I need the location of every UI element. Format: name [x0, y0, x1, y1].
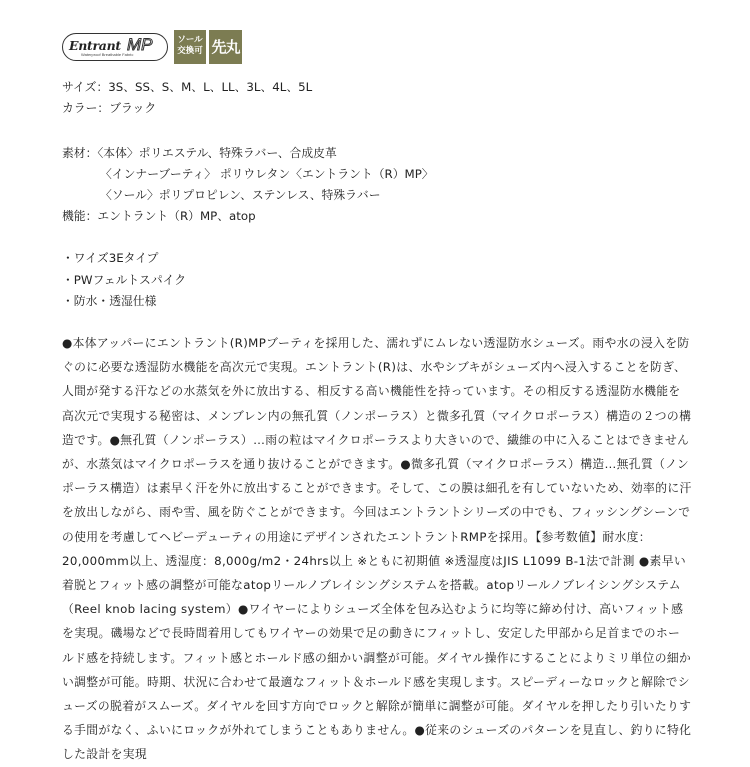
- size-spec: サイズ：3S、SS、S、M、L、LL、3L、4L、5L: [62, 80, 313, 94]
- material-spec: 素材：〈本体〉ポリエステル、特殊ラバー、合成皮革: [62, 146, 337, 160]
- color-spec: カラー：ブラック: [62, 101, 157, 115]
- entrant-mp-logo: [62, 33, 168, 61]
- feature-item: ・ワイズ3Eタイプ: [62, 251, 159, 265]
- replaceable-sole-badge: ソール 交換可: [174, 30, 206, 64]
- round-toe-badge: 先丸: [209, 30, 242, 64]
- material-spec-inner-bootie: 〈インナーブーティ〉 ポリウレタン〈エントラント（R）MP〉: [100, 167, 434, 181]
- feature-item: ・防水・透湿仕様: [62, 294, 157, 308]
- entrant-logo-text: Entrant: [69, 38, 121, 53]
- product-description: ●本体アッパーにエントラント(R)MPブーティを採用した、濡れずにムレない透湿防水シューズ。雨や水の浸入を防ぐのに必要な透湿防水機能を高次元で実現。エントラント(R)は、水やシブキがシューズ内へ浸入することを防ぎ、人間が発する汗などの水蒸気を外に放出する、相反する高い機能性を持っています。その相反する透湿防水機能を高次元で実現する秘密は、メンブレン内の無孔質（ノンポーラス）と微多孔質（マイクロポーラス）構造の２つの構造です。●無孔質（ノンポーラス）…雨の粒はマイクロポーラスより大きいので、繊維の中に入ることはできませんが、水蒸気はマイクロポーラスを通り抜けることができます。●微多孔質（マイクロポーラス）構造…無孔質（ノンポーラス構造）は素早く汗を外に放出することができます。そして、この膜は細孔を有していないため、効率的に汗を放出しながら、雨や雪、風を防ぐことができます。今回はエントラントシリーズの中でも、フィッシングシーンでの使用を考慮してヘビーデューティの用途にデザインされたエントラントRMPを採用。【参考数値】耐水度：20,000mm以上、透湿度：8,000g/m2・24hrs以上 ※ともに初期値 ※透湿度はJIS L1099 B-1法で計測 ●素早い着脱とフィット感の調整が可能なatopリールノブレイシングシステムを搭載。atopリールノブレイシングシステム（Reel knob lacing system）●ワイヤーによりシューズ全体を包み込むように均等に締め付け、高いフィット感を実現。磯場などで長時間着用してもワイヤーの効果で足の動きにフィットし、安定した甲部から足首までのホールド感を持続します。フィット感とホールド感の細かい調整が可能。ダイヤル操作にすることによりミリ単位の細かい調整が可能。時期、状況に合わせて最適なフィット＆ホールド感を実現します。スピーディーなロックと解除でシューズの脱着がスムーズ。ダイヤルを回す方向でロックと解除が簡単に調整が可能。ダイヤルを押したり引いたりする手間がなく、ふいにロックが外れてしまうこともありません。●従来のシューズのパターンを見直し、釣りに特化した設計を実現: [62, 336, 692, 762]
- entrant-logo-mp: MP: [127, 35, 153, 54]
- entrant-logo-subtext: Waterproof Breathable Fabric: [81, 52, 134, 57]
- material-spec-sole: 〈ソール〉ポリプロピレン、ステンレス、特殊ラバー: [100, 188, 381, 202]
- function-spec: 機能：エントラント（R）MP、atop: [62, 209, 256, 223]
- feature-item: ・PWフェルトスパイク: [62, 273, 187, 287]
